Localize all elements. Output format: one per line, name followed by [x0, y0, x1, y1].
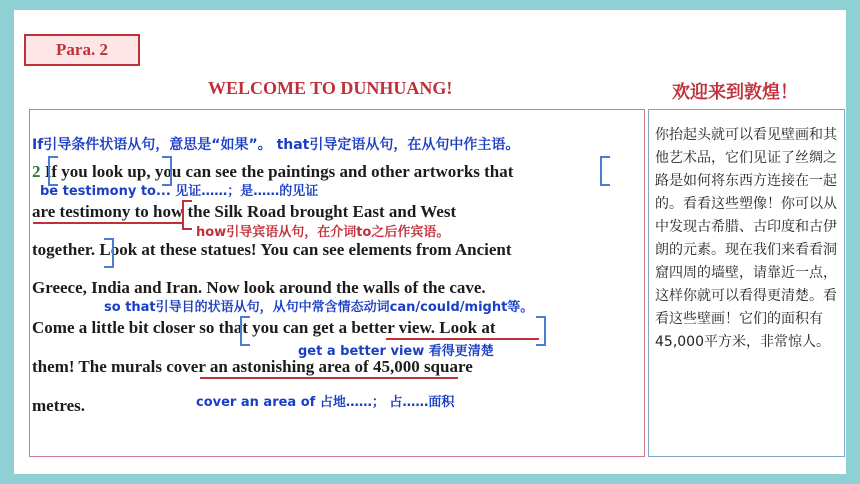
passage-line-1-text: If you look up, you can see the paintings and other artworks that [44, 162, 514, 181]
bottom-band [0, 474, 860, 484]
bracket-together-close [104, 238, 114, 268]
bracket-that-open [600, 156, 610, 186]
bracket-if-open [48, 156, 58, 186]
translation-text: 你抬起头就可以看见壁画和其他艺术品，它们见证了丝绸之路是如何将东西方连接在一起的。看看这些塑像！你可以从中发现古希腊、古印度和古伊朗的元素。现在我们来看看洞窟四周的墙壁，请靠近一点，这样你就可以看得更清楚。看看这些壁画！它们的面积有45,000平方米，非常惊人。 [655, 127, 837, 350]
note-testimony: be testimony to... 见证……；是……的见证 [40, 184, 319, 199]
title-english: WELCOME TO DUNHUANG! [208, 78, 453, 98]
bracket-if-close [162, 156, 172, 186]
note-so-that: so that引导目的状语从句，从句中常含情态动词can/could/might等。 [104, 300, 534, 315]
note-how: how引导宾语从句，在介词to之后作宾语。 [196, 225, 450, 240]
underline-cover-area [200, 377, 458, 379]
passage-line-3: together. Look at these statues! You can see elements from Ancient [32, 240, 512, 259]
passage-line-7: metres. [32, 396, 86, 415]
paragraph-number: 2 [32, 162, 41, 181]
bracket-how-open [182, 200, 192, 230]
para-label: Para. 2 [24, 34, 140, 66]
passage-line-4: Greece, India and Iran. Now look around the walls of the cave. [32, 278, 486, 297]
passage-line-1 [32, 162, 513, 182]
note-cover-area: cover an area of 占地……； 占……面积 [196, 395, 455, 410]
top-band [0, 0, 860, 10]
passage-line-6: them! The murals cover an astonishing area of 45,000 square [32, 357, 473, 376]
bracket-so-that-open [240, 316, 250, 346]
passage-line-5: Come a little bit closer so that you can get a better view. Look at [32, 318, 496, 337]
bracket-view-close [536, 316, 546, 346]
title-chinese: 欢迎来到敦煌！ [672, 82, 798, 103]
note-if-that: If引导条件状语从句，意思是“如果”。 that引导定语从句，在从句中作主语。 [32, 137, 520, 153]
note-better-view: get a better view 看得更清楚 [298, 344, 494, 359]
passage-line-2: are testimony to how the Silk Road brought East and West [32, 202, 457, 221]
underline-testimony [33, 222, 183, 224]
